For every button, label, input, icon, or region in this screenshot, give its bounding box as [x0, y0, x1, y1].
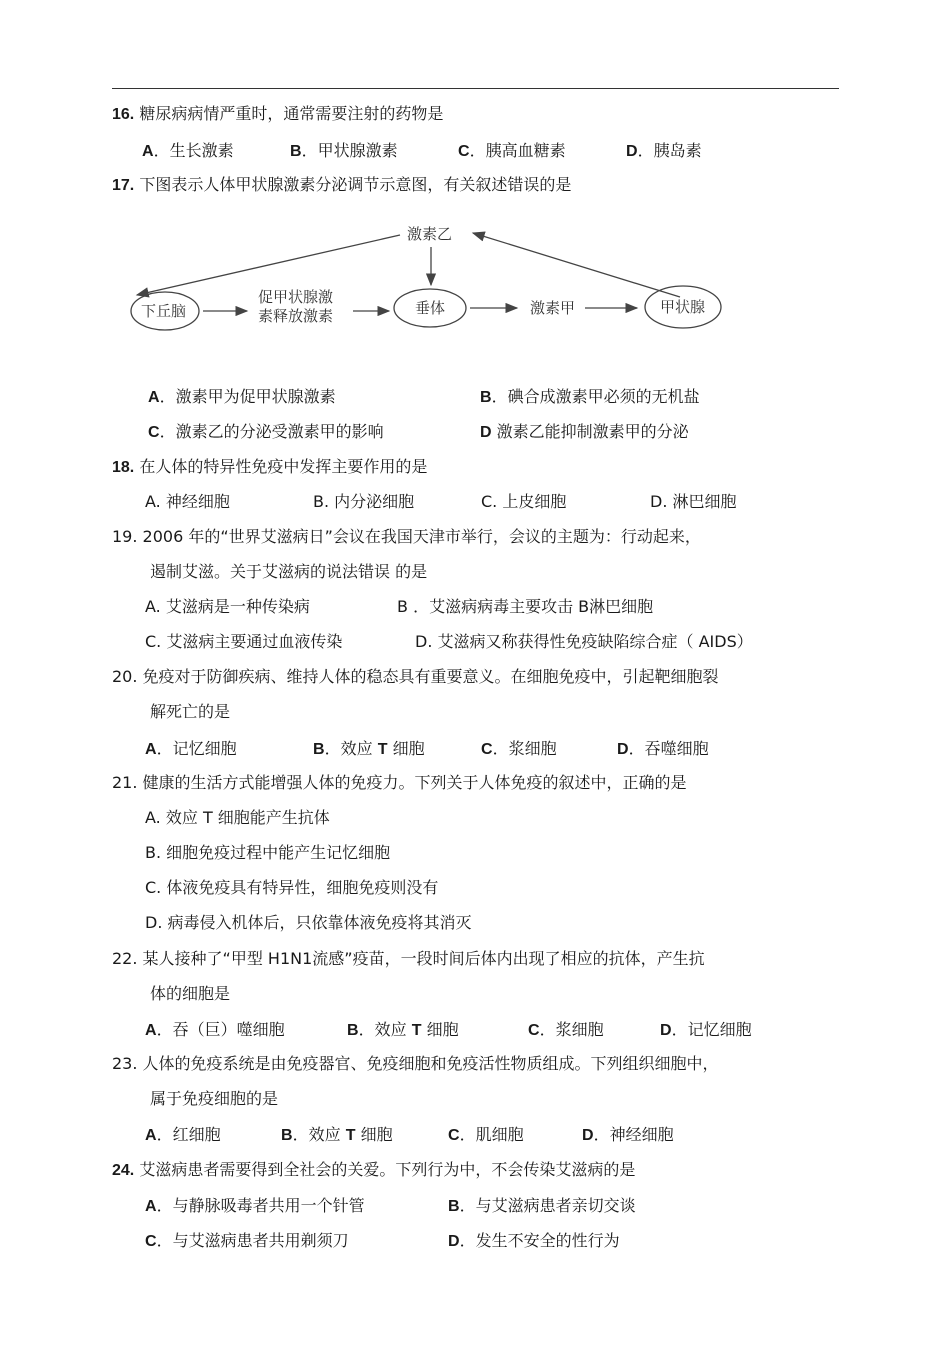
node-label-hypothalamus: 下丘脑	[141, 302, 187, 320]
node-label-thyroid: 甲状腺	[660, 298, 706, 316]
q23-option-a[interactable]: A．红细胞	[145, 1125, 221, 1144]
question-number: 22	[112, 949, 133, 968]
question-text: 下图表示人体甲状腺激素分泌调节示意图，有关叙述错误的是	[139, 175, 572, 194]
question-text: 健康的生活方式能增强人体的免疫力。下列关于人体免疫的叙述中，正确的是	[142, 773, 687, 792]
question-text: 在人体的特异性免疫中发挥主要作用的是	[139, 457, 428, 476]
diagram-label-hormone-b: 激素乙	[407, 225, 453, 243]
question-number: 23	[112, 1054, 133, 1073]
q17-option-b[interactable]: B．碘合成激素甲必须的无机盐	[480, 387, 700, 406]
question-text: 糖尿病病情严重时，通常需要注射的药物是	[139, 104, 444, 123]
q23-option-b[interactable]: B．效应 T 细胞	[281, 1125, 393, 1144]
question-number: 19	[112, 527, 133, 546]
question-text: 2006 年的“世界艾滋病日”会议在我国天津市举行，会议的主题为：行动起来，	[142, 527, 701, 546]
q17-option-c[interactable]: C．激素乙的分泌受激素甲的影响	[148, 422, 384, 441]
thyroid-regulation-diagram	[125, 215, 725, 340]
arrow-b-to-hypothalamus	[137, 235, 400, 295]
q19-option-a[interactable]: A. 艾滋病是一种传染病	[145, 597, 310, 616]
q21-option-b[interactable]: B. 细胞免疫过程中能产生记忆细胞	[145, 843, 391, 862]
question-17-stem: 17. 下图表示人体甲状腺激素分泌调节示意图，有关叙述错误的是	[112, 175, 572, 194]
q20-option-d[interactable]: D．吞噬细胞	[617, 739, 709, 758]
q24-option-c[interactable]: C．与艾滋病患者共用剃须刀	[145, 1231, 349, 1250]
question-text: 某人接种了“甲型 H1N1流感”疫苗，一段时间后体内出现了相应的抗体，产生抗	[142, 949, 705, 968]
q16-option-c[interactable]: C．胰高血糖素	[458, 141, 566, 160]
question-number: 17	[112, 177, 130, 194]
q24-option-d[interactable]: D．发生不安全的性行为	[448, 1231, 620, 1250]
question-22-stem-line2: 体的细胞是	[150, 984, 231, 1003]
q18-option-c[interactable]: C. 上皮细胞	[481, 492, 567, 511]
question-number: 16	[112, 106, 130, 123]
q22-option-a[interactable]: A．吞（巨）噬细胞	[145, 1020, 285, 1039]
question-22-stem-line1: 22. 某人接种了“甲型 H1N1流感”疫苗，一段时间后体内出现了相应的抗体，产生抗	[112, 949, 705, 968]
q21-option-d[interactable]: D. 病毒侵入机体后，只依靠体液免疫将其消灭	[145, 913, 472, 932]
q19-option-c[interactable]: C. 艾滋病主要通过血液传染	[145, 632, 343, 651]
q16-option-d[interactable]: D．胰岛素	[626, 141, 702, 160]
question-20-stem-line2: 解死亡的是	[150, 702, 231, 721]
question-number: 21	[112, 773, 133, 792]
question-text: 人体的免疫系统是由免疫器官、免疫细胞和免疫活性物质组成。下列组织细胞中，	[142, 1054, 719, 1073]
q16-option-a[interactable]: A．生长激素	[142, 141, 234, 160]
label-hormone-a: 激素甲	[530, 299, 576, 317]
question-16-stem: 16. 糖尿病病情严重时，通常需要注射的药物是	[112, 104, 444, 123]
question-21-stem: 21. 健康的生活方式能增强人体的免疫力。下列关于人体免疫的叙述中，正确的是	[112, 773, 687, 792]
label-trh-line1: 促甲状腺激	[258, 288, 334, 306]
q20-option-b[interactable]: B．效应 T 细胞	[313, 739, 425, 758]
q22-option-b[interactable]: B．效应 T 细胞	[347, 1020, 459, 1039]
arrow-thyroid-to-b	[473, 233, 680, 297]
q18-option-a[interactable]: A. 神经细胞	[145, 492, 230, 511]
header-rule	[112, 88, 839, 89]
node-label-pituitary: 垂体	[415, 299, 446, 317]
question-text: 免疫对于防御疾病、维持人体的稳态具有重要意义。在细胞免疫中，引起靶细胞裂	[142, 667, 719, 686]
q18-option-b[interactable]: B. 内分泌细胞	[313, 492, 415, 511]
q16-option-b[interactable]: B．甲状腺激素	[290, 141, 398, 160]
question-18-stem: 18. 在人体的特异性免疫中发挥主要作用的是	[112, 457, 428, 476]
q19-option-d[interactable]: D. 艾滋病又称获得性免疫缺陷综合症（ AIDS）	[415, 632, 753, 651]
question-19-stem-line1: 19. 2006 年的“世界艾滋病日”会议在我国天津市举行，会议的主题为：行动起来，	[112, 527, 701, 546]
q17-option-d[interactable]: D 激素乙能抑制激素甲的分泌	[480, 422, 689, 441]
question-text: 艾滋病患者需要得到全社会的关爱。下列行为中，不会传染艾滋病的是	[139, 1160, 636, 1179]
question-number: 20	[112, 667, 133, 686]
q23-option-d[interactable]: D．神经细胞	[582, 1125, 674, 1144]
question-number: 18	[112, 459, 130, 476]
q17-option-a[interactable]: A．激素甲为促甲状腺激素	[148, 387, 336, 406]
q19-option-b[interactable]: B ．艾滋病病毒主要攻击 B淋巴细胞	[397, 597, 654, 616]
label-trh-line2: 素释放激素	[258, 307, 334, 325]
q22-option-c[interactable]: C．浆细胞	[528, 1020, 604, 1039]
question-20-stem-line1: 20. 免疫对于防御疾病、维持人体的稳态具有重要意义。在细胞免疫中，引起靶细胞裂	[112, 667, 719, 686]
q20-option-a[interactable]: A．记忆细胞	[145, 739, 237, 758]
q22-option-d[interactable]: D．记忆细胞	[660, 1020, 752, 1039]
question-number: 24	[112, 1162, 130, 1179]
q20-option-c[interactable]: C．浆细胞	[481, 739, 557, 758]
question-23-stem-line1: 23. 人体的免疫系统是由免疫器官、免疫细胞和免疫活性物质组成。下列组织细胞中，	[112, 1054, 719, 1073]
q21-option-a[interactable]: A. 效应 T 细胞能产生抗体	[145, 808, 330, 827]
q18-option-d[interactable]: D. 淋巴细胞	[650, 492, 737, 511]
q24-option-a[interactable]: A．与静脉吸毒者共用一个针管	[145, 1196, 365, 1215]
question-23-stem-line2: 属于免疫细胞的是	[150, 1089, 279, 1108]
question-19-stem-line2: 遏制艾滋。关于艾滋病的说法错误 的是	[150, 562, 428, 581]
q23-option-c[interactable]: C．肌细胞	[448, 1125, 524, 1144]
question-24-stem: 24. 艾滋病患者需要得到全社会的关爱。下列行为中，不会传染艾滋病的是	[112, 1160, 636, 1179]
q21-option-c[interactable]: C. 体液免疫具有特异性，细胞免疫则没有	[145, 878, 439, 897]
q24-option-b[interactable]: B．与艾滋病患者亲切交谈	[448, 1196, 636, 1215]
